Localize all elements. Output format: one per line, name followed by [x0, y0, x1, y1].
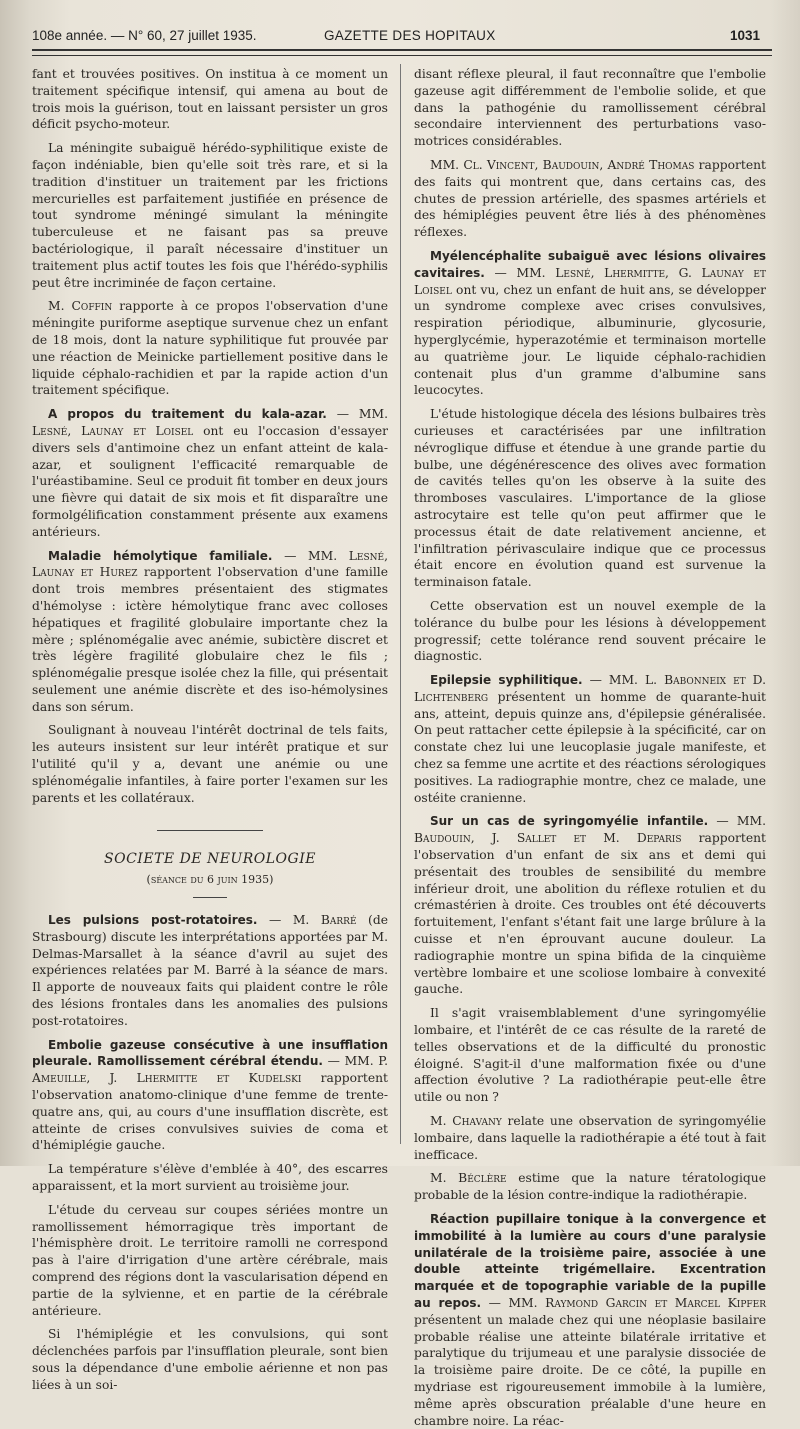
paragraph [414, 1170, 766, 1204]
article-authors: — MM. Baudouin, J. Sallet et M. Deparis [414, 814, 766, 846]
article-title: Les pulsions post-rotatoires. [48, 913, 258, 928]
paragraph [414, 157, 766, 241]
article-entry [32, 548, 388, 716]
header-rule [32, 49, 772, 51]
author-name: M. Chavany [430, 1114, 502, 1129]
page-number: 1031 [729, 28, 760, 43]
journal-title: GAZETTE DES HOPITAUX [324, 28, 496, 43]
article-entry [32, 1037, 388, 1155]
paragraph: L'étude du cerveau sur coupes sériées montre un ramollissement hémorragique très important de l'hémisphère droit. Le territoire ramolli ne correspond pas à l'aire d'irrigation d'une artère cérébrale, mais comprend des régions dont la vascularisation dépend en partie de la sylvienne, et en partie de la cérébrale antérieure. [32, 1202, 388, 1318]
article-authors: — MM. L. Babonneix et D. Lichtenberg [414, 673, 766, 704]
paragraph: Si l'hémiplégie et les convulsions, qui sont déclenchées parfois par l'insufflation pleurale, sont bien sous la dépendance d'une embolie aérienne et non pas liées à un soi- [32, 1327, 388, 1392]
article-authors: — MM. P. Ameuille, J. Lhermitte et Kudelski [32, 1054, 389, 1086]
paragraph: La température s'élève d'emblée à 40°, des escarres apparaissent, et la mort survient au troisième jour. [32, 1162, 388, 1194]
paragraph: Soulignant à nouveau l'intérêt doctrinal de tels faits, les auteurs insistent sur leur intérêt pratique et sur l'utilité qu'il y a, devant une anémie ou une splénomégalie infantiles, à faire porter l'examen sur les parents et les collatéraux. [32, 723, 388, 805]
article-authors: — MM. Lesné, Lhermitte, G. Launay et Loisel [414, 265, 766, 297]
article-text: rapportent l'observation d'une famille dont trois membres présentaient des stigmates d'hémolyse : ictère hémolytique franc avec colloses hépatiques et fragilité globulaire importante chez la mère ; splénomégalie avec anémie, subictère discret et très légère fragilité globulaire chez le fils ; splénomégalie presque isolée chez la fille, qui présentait seulement une anémie discrète et des iso-hémolysines dans son sérum. [32, 565, 388, 714]
author-name: M. Coffin [48, 299, 113, 314]
article-text: ont eu l'occasion d'essayer divers sels d'antimoine chez un enfant atteint de kala-azar, et soulignent l'efficacité remarquable de l'uréastibamine. Seul ce produit fit tomber en deux jours une fièvre qui datait de six mois et fit disparaître une formolgélification constamment présente aux examens antérieurs. [32, 423, 388, 539]
article-entry [32, 406, 388, 540]
article-text: présentent un malade chez qui une néoplasie basilaire probable réalise une atteinte bilatérale irritative et paralytique du trijumeau et une paralysie dissociée de la troisième paire droite. De ce côté, la pupille en mydriase est rigoureusement immobile à la lumière, même après obscuration préalable d'une heure en chambre noire. La réac- [414, 1312, 766, 1428]
article-entry [414, 1211, 766, 1429]
article-authors: — MM. Raymond Garcin et Marcel Kipfer [481, 1295, 766, 1310]
running-header [32, 24, 772, 46]
article-text: (de Strasbourg) discute les interprétations apportées par M. Delmas-Marsallet à la séance d'avril au sujet des expériences relatées par M. Barré à la séance de mars. Il apporte de nouveaux faits qui plaident contre le rôle des lésions frontales dans les anomalies des pulsions post-rotatoires. [32, 913, 389, 1028]
paragraph-text: rapportent des faits qui montrent que, dans certains cas, des chutes de pression artérielle, des spasmes artériels et des hémiplégies peuvent être liés à des phénomènes réflexes. [414, 157, 766, 240]
paragraph [32, 298, 388, 399]
article-text: rapportent l'observation d'un enfant de six ans et demi qui présentait des troubles de sensibilité du membre inférieur droit, une abolition du réflexe rotulien et du crémastérien à droite. Ces troubles ont été découverts fortuitement, l'enfant s'étant fait une large brûlure à la cuisse et n'en éprouvant aucune douleur. La radiographie montre un spina bifida de la cinquième vertèbre lombaire et une scoliose lombaire à convexité gauche. [414, 831, 766, 997]
right-column [414, 66, 766, 1428]
article-entry [414, 813, 766, 998]
paragraph-text: estime que la nature tératologique probable de la lésion contre-indique la radiothérapie. [414, 1171, 766, 1203]
session-date: (séance du 6 juin 1935) [146, 873, 274, 887]
column-divider [400, 64, 401, 1144]
article-text: rapportent l'observation anatomo-clinique d'une femme de trente-quatre ans, qui, au cours d'une insufflation discrète, est atteinte de crises convulsives suivies de coma et d'hémiplégie gauche. [32, 1071, 388, 1153]
paragraph: Cette observation est un nouvel exemple de la tolérance du bulbe pour les lésions à développement progressif; cette tolérance rend souvent précaire le diagnostic. [414, 598, 766, 664]
paragraph: L'étude histologique décela des lésions bulbaires très curieuses et caractérisées par une infiltration névroglique diffuse et étendue à une grande partie du bulbe, une dégénérescence des olives avec formation de cavités telles qu'on les observe à la suite des thromboses vasculaires. L'importance de la gliose astrocytaire est telle qu'on peut affirmer que le processus était de date relativement ancienne, et l'infiltration périvasculaire indique que ce processus était encore en évolution quand est survenue la terminaison fatale. [414, 407, 766, 590]
article-entry [32, 912, 388, 1030]
article-title: Réaction pupillaire tonique à la convergence et immobilité à la lumière au cours d'une paralysie unilatérale de la troisième paire, associée à une double atteinte trigémellaire. Excentration marquée et de topographie variable de la pupille au repos. [414, 1212, 766, 1310]
article-title: Epilepsie syphilitique. [430, 673, 583, 688]
header-rule-thin [32, 55, 772, 56]
article-text: présentent un homme de quarante-huit ans, atteint, depuis quinze ans, d'épilepsie généralisée. On peut rattacher cette épilepsie à la spécificité, car on constate chez lui une leucoplasie jugale manifeste, et chez sa femme une acrtite et des réactions sérologiques positives. La radiographie montre, chez ce malade, une ostéite cranienne. [414, 689, 766, 805]
paragraph: fant et trouvées positives. On institua à ce moment un traitement spécifique intensif, qui amena au bout de trois mois la guérison, tout en laissant persister un gros déficit psycho-moteur. [32, 67, 388, 132]
paragraph-text: relate une observation de syringomyélie lombaire, dans laquelle la radiothérapie a été tout à fait inefficace. [414, 1114, 766, 1162]
article-entry [414, 248, 766, 399]
left-column [32, 66, 389, 1392]
paragraph: La méningite subaiguë hérédo-syphilitique existe de façon indéniable, bien qu'elle soit très rare, et si la tradition d'instituer un traitement par les frictions mercurielles est parfaitement justifiée en présence de tout syndrome méningé simulant la méningite tuberculeuse et ne faisant pas sa preuve bactériologique, il paraît nécessaire d'instituer un traitement plus actif toutes les fois que l'hérédo-syphilis peut être incriminée de façon certaine. [32, 141, 388, 290]
article-authors: — MM. Lesné, Launay et Hurez [32, 548, 388, 580]
article-title: A propos du traitement du kala-azar. [48, 407, 327, 422]
paragraph-text: rapporte à ce propos l'observation d'une méningite puriforme aseptique survenue chez un enfant de 18 mois, dont la nature syphilitique fut prouvée par une réaction de Meinicke partiellement positive dans le liquide céphalo-rachidien et par la rapide action d'un traitement spécifique. [32, 299, 388, 398]
article-title: Embolie gazeuse consécutive à une insufflation pleurale. Ramollissement cérébral étendu. [32, 1037, 388, 1069]
author-name: MM. Cl. Vincent, Baudouin, André Thomas [430, 157, 695, 172]
paragraph: disant réflexe pleural, il faut reconnaître que l'embolie gazeuse agit différemment de l'embolie solide, et que dans la pathogénie du ramollissement cérébral secondaire interviennent des perturbations vaso-motrices considérables. [414, 67, 766, 149]
society-heading: SOCIETE DE NEUROLOGIE [104, 851, 316, 868]
article-text: ont vu, chez un enfant de huit ans, se développer un syndrome complexe avec crises convulsives, respiration périodique, albuminurie, glycosurie, hyperglycémie, hyperazotémie et terminaison mortelle au quatrième jour. Le liquide céphalo-rachidien contenait plus d'un gramme d'albumine sans leucocytes. [414, 282, 766, 398]
article-entry [414, 672, 766, 806]
section-divider [157, 830, 263, 831]
paragraph: Il s'agit vraisemblablement d'une syringomyélie lombaire, et l'intérêt de ce cas résulte de la rareté de telles observations et de la difficulté du pronostic éloigné. S'agit-il d'une malformation fixée ou d'une affection évolutive ? La radiothérapie peut-elle être utile ou non ? [414, 1006, 766, 1105]
article-title: Maladie hémolytique familiale. [48, 548, 273, 563]
author-name: M. Béclère [430, 1171, 507, 1186]
article-authors: — MM. Lesné, Launay et Loisel [32, 407, 388, 438]
article-title: Sur un cas de syringomyélie infantile. [430, 814, 709, 829]
small-divider [193, 897, 227, 898]
paragraph [414, 1113, 766, 1163]
article-authors: — M. Barré [257, 913, 357, 928]
article-title: Myélencéphalite subaiguë avec lésions olivaires cavitaires. [414, 248, 766, 280]
issue-info: 108e année. — N° 60, 27 juillet 1935. [32, 28, 257, 43]
